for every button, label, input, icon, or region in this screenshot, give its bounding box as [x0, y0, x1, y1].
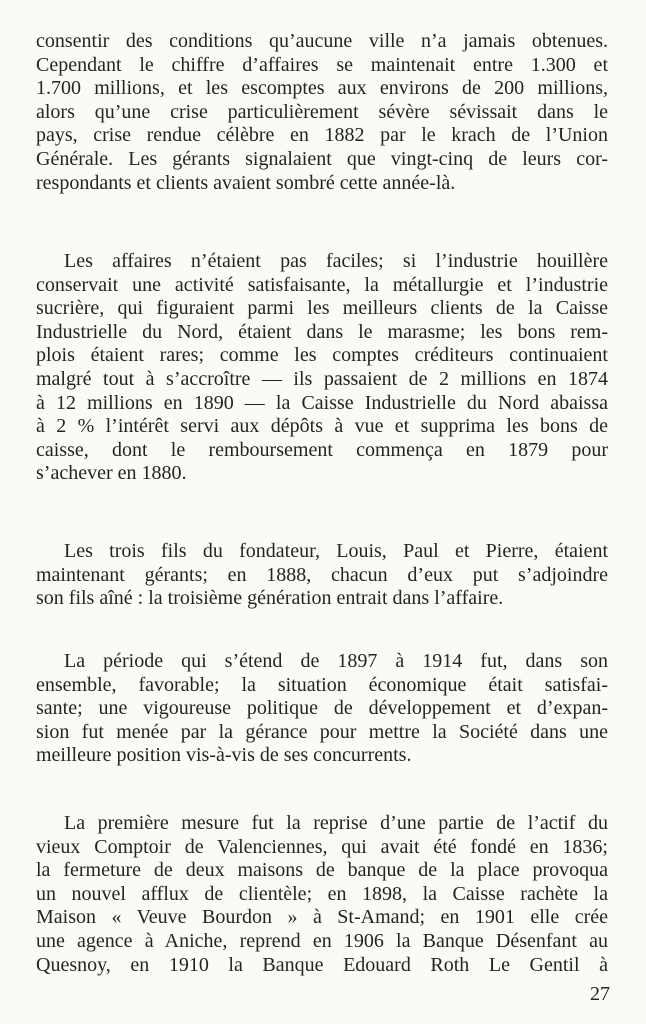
paragraph-line: plois étaient rares; comme les comptes créditeurs continuaient [36, 344, 608, 367]
paragraph-line: Industrielle du Nord, étaient dans le marasme; les bons rem- [36, 320, 608, 343]
paragraph-line: 1.700 millions, et les escomptes aux environs de 200 millions, [36, 77, 608, 100]
paragraph-line: La période qui s’étend de 1897 à 1914 fut, dans son [64, 650, 608, 672]
paragraph-line: pays, crise rendue célèbre en 1882 par le krach de l’Union [36, 124, 608, 147]
paragraph-line: un nouvel afflux de clientèle; en 1898, la Caisse rachète la [36, 882, 608, 905]
paragraph-line: s’achever en 1880. [36, 462, 187, 485]
paragraph-line: Maison « Veuve Bourdon » à St-Amand; en 1901 elle crée [36, 906, 608, 929]
paragraph-line: la fermeture de deux maisons de banque de la place provoqua [36, 859, 608, 882]
paragraph-3 [36, 540, 608, 611]
paragraph-line: son fils aîné : la troisième génération entrait dans l’affaire. [36, 587, 504, 610]
paragraph-line: malgré tout à s’accroître — ils passaient de 2 millions en 1874 [36, 367, 608, 390]
paragraph-line: sion fut menée par la gérance pour mettre la Société dans une [36, 720, 608, 743]
paragraph-4 [36, 650, 608, 768]
paragraph-line: Les trois fils du fondateur, Louis, Paul et Pierre, étaient [64, 540, 608, 562]
paragraph-line: sucrière, qui figuraient parmi les meilleurs clients de la Caisse [36, 297, 608, 320]
paragraph-line: conservait une activité satisfaisante, la métallurgie et l’industrie [36, 273, 608, 296]
paragraph-line: vieux Comptoir de Valenciennes, qui avait été fondé en 1836; [36, 835, 608, 858]
paragraph-line: consentir des conditions qu’aucune ville n’a jamais obtenues. [36, 30, 608, 52]
paragraph-line: Cependant le chiffre d’affaires se maintenait entre 1.300 et [36, 53, 608, 76]
paragraph-line: une agence à Aniche, reprend en 1906 la Banque Désenfant au [36, 929, 608, 952]
paragraph-line: meilleure position vis-à-vis de ses concurrents. [36, 744, 412, 767]
paragraph-5 [36, 812, 608, 977]
paragraph-line: Générale. Les gérants signalaient que vingt-cinq de leurs cor- [36, 147, 608, 170]
paragraph-1 [36, 30, 608, 195]
paragraph-2 [36, 250, 608, 486]
paragraph-line: La première mesure fut la reprise d’une partie de l’actif du [64, 812, 608, 834]
paragraph-line: alors qu’une crise particulièrement sévère sévissait dans le [36, 100, 608, 123]
paragraph-line: ensemble, favorable; la situation économique était satisfai- [36, 673, 608, 696]
paragraph-line: maintenant gérants; en 1888, chacun d’eux put s’adjoindre [36, 563, 608, 586]
paragraph-line: Quesnoy, en 1910 la Banque Edouard Roth Le Gentil à [36, 953, 608, 976]
paragraph-line: à 2 % l’intérêt servi aux dépôts à vue et supprima les bons de [36, 415, 608, 438]
paragraph-line: caisse, dont le remboursement commença en 1879 pour [36, 438, 608, 461]
paragraph-line: à 12 millions en 1890 — la Caisse Industrielle du Nord abaissa [36, 391, 608, 414]
paragraph-line: Les affaires n’étaient pas faciles; si l’industrie houillère [64, 250, 608, 272]
paragraph-line: respondants et clients avaient sombré cette année-là. [36, 171, 456, 194]
paragraph-line: sante; une vigoureuse politique de développement et d’expan- [36, 697, 608, 720]
page-number: 27 [590, 983, 610, 1005]
